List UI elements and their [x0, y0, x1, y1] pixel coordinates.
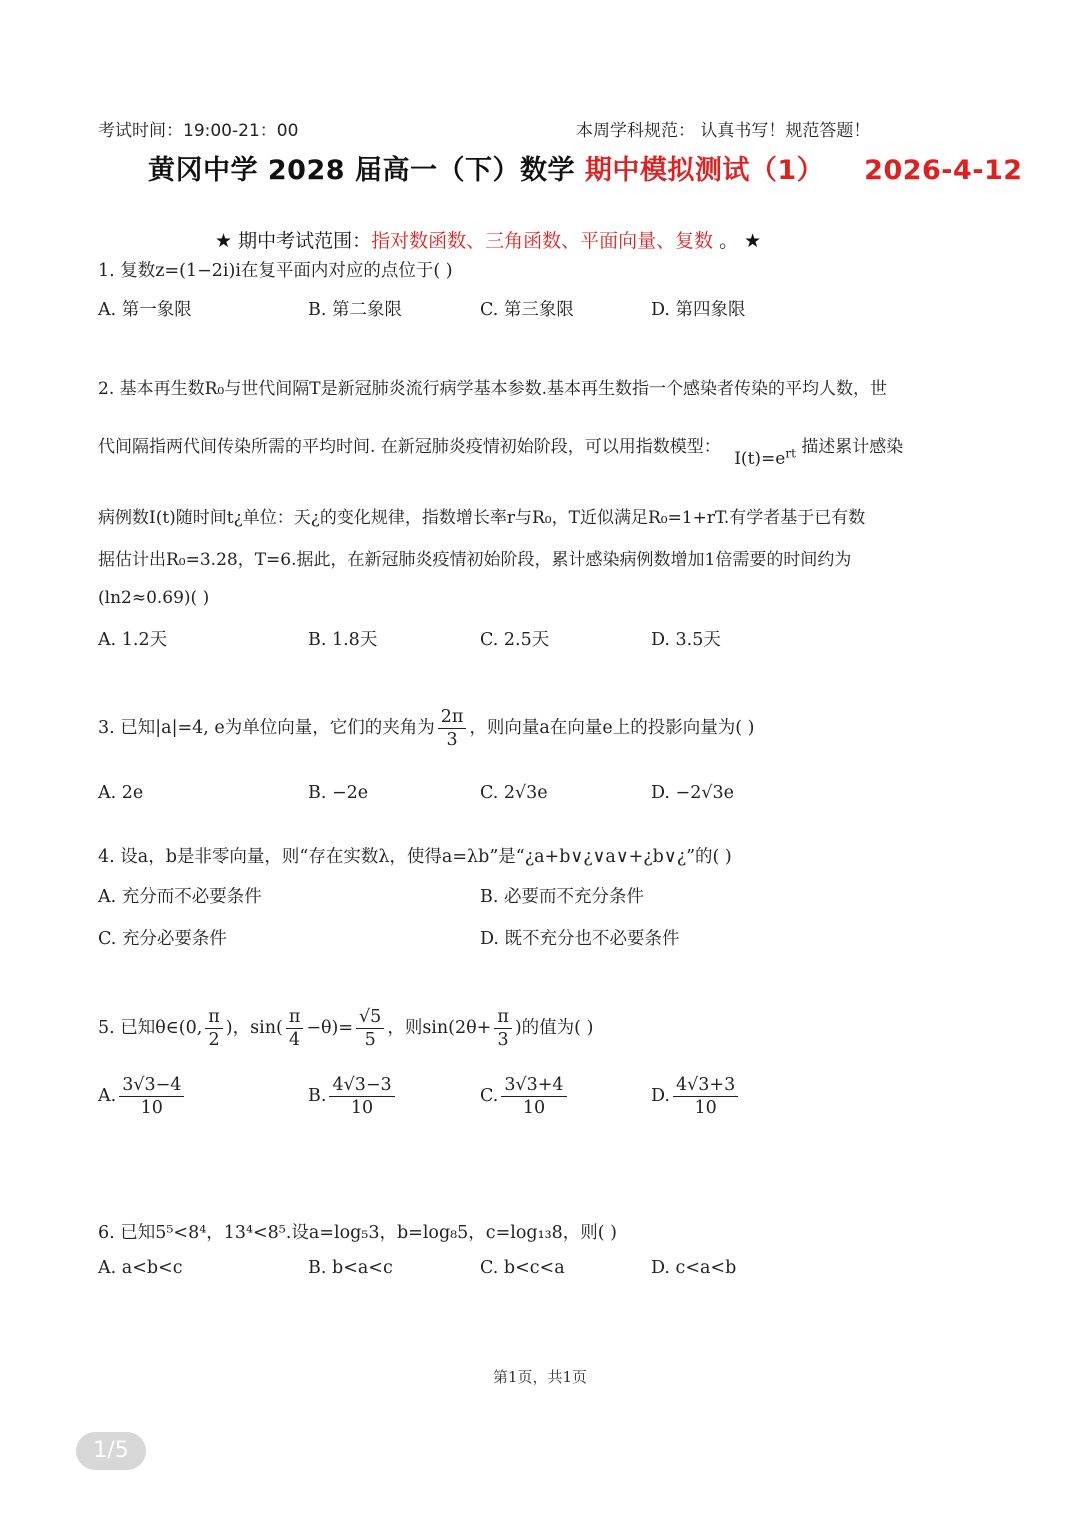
- q5-stem: [98, 1006, 593, 1051]
- title-date: 2026-4-12: [864, 155, 1023, 186]
- q3-angle-fraction: [438, 706, 467, 751]
- q2-option-a: A. 1.2天: [98, 630, 168, 650]
- q2-line3: 病例数I(t)随时间t¿单位：天¿的变化规律，指数增长率r与R₀，T近似满足R₀=1+rT.有学者基于已有数: [98, 508, 866, 528]
- q2-line2: [98, 432, 904, 469]
- exam-time: 考试时间：19:00-21：00: [98, 121, 299, 141]
- q5-frac2-num: π: [286, 1006, 304, 1029]
- q5-frac3-den: 5: [364, 1030, 376, 1050]
- q5-p1: 5. 已知θ∈(0,: [98, 1018, 203, 1038]
- q5-option-a-frac: [119, 1074, 184, 1119]
- q2-line5: (ln2≈0.69)( ): [98, 588, 210, 608]
- page-footer: 第1页，共1页: [492, 1368, 588, 1386]
- q4-option-a: A. 充分而不必要条件: [98, 887, 262, 907]
- q2-model: [734, 446, 796, 469]
- q3-stem: [98, 706, 754, 751]
- q5-p5: )的值为( ): [514, 1018, 594, 1038]
- page-title: [148, 148, 1023, 187]
- q5-frac2: [286, 1006, 304, 1051]
- q6-option-d: D. c<a<b: [651, 1258, 737, 1278]
- q3-frac-num: 2π: [438, 706, 467, 729]
- q5-option-b-frac: [329, 1074, 394, 1119]
- q5-option-a-label: A.: [98, 1086, 117, 1106]
- q3-option-c: C. 2√3e: [480, 783, 548, 803]
- q5-frac1-num: π: [205, 1006, 223, 1029]
- q5-option-d-num: 4√3+3: [673, 1074, 738, 1097]
- q5-frac4: [494, 1006, 512, 1051]
- q3-option-a: A. 2e: [98, 783, 144, 803]
- q1-option-a: A. 第一象限: [98, 300, 192, 320]
- q5-option-a-num: 3√3−4: [119, 1074, 184, 1097]
- q2-option-d: D. 3.5天: [651, 630, 721, 650]
- q2-option-b: B. 1.8天: [308, 630, 378, 650]
- q6-option-b: B. b<a<c: [308, 1258, 393, 1278]
- page-indicator[interactable]: 1/5: [76, 1432, 146, 1470]
- q1-option-b: B. 第二象限: [308, 300, 402, 320]
- q2-line4: 据估计出R₀=3.28，T=6.据此，在新冠肺炎疫情初始阶段，累计感染病例数增加1倍需要的时间约为: [98, 550, 852, 570]
- q5-option-b-num: 4√3−3: [329, 1074, 394, 1097]
- q5-p2: )，sin(: [225, 1018, 283, 1038]
- q2-option-c: C. 2.5天: [480, 630, 550, 650]
- q5-option-c-num: 3√3+4: [501, 1074, 566, 1097]
- q3-post: ，则向量a在向量e上的投影向量为( ): [469, 718, 755, 738]
- q5-p4: ，则sin(2θ+: [387, 1018, 492, 1038]
- q5-frac2-den: 4: [289, 1030, 301, 1050]
- q1-option-c: C. 第三象限: [480, 300, 574, 320]
- q5-option-b-den: 10: [350, 1098, 374, 1118]
- q5-option-a-den: 10: [140, 1098, 163, 1118]
- exam-scope: [215, 226, 761, 253]
- q5-option-d-label: D.: [651, 1086, 670, 1106]
- q5-option-c-frac: [501, 1074, 566, 1119]
- q1-option-d: D. 第四象限: [651, 300, 746, 320]
- q5-p3: −θ)=: [306, 1018, 354, 1038]
- q5-frac1-den: 2: [208, 1030, 220, 1050]
- q5-option-d-frac: [673, 1074, 738, 1119]
- q6-option-a: A. a<b<c: [98, 1258, 183, 1278]
- title-main: 黄冈中学 2028 届高一（下）数学: [148, 155, 585, 186]
- q4-option-d: D. 既不充分也不必要条件: [480, 929, 680, 949]
- q5-frac4-num: π: [494, 1006, 512, 1029]
- scope-prefix: ★ 期中考试范围：: [215, 230, 372, 252]
- q5-option-c-den: 10: [522, 1098, 546, 1118]
- q3-pre: 3. 已知|a|=4, e为单位向量，它们的夹角为: [98, 718, 435, 738]
- q2-line2a: 代间隔指两代间传染所需的平均时间. 在新冠肺炎疫情初始阶段，可以用指数模型：: [98, 437, 721, 457]
- q5-option-b-label: B.: [308, 1086, 327, 1106]
- q5-frac3: [356, 1006, 384, 1051]
- q5-frac1: [205, 1006, 223, 1051]
- q5-option-c: [480, 1074, 570, 1119]
- q6-stem: 6. 已知5⁵<8⁴，13⁴<8⁵.设a=log₅3，b=log₈5，c=log₁₃8，则( ): [98, 1223, 617, 1243]
- q2-model-base: I(t)=e: [734, 449, 786, 469]
- q4-stem: 4. 设a，b是非零向量，则“存在实数λ，使得a=λb”是“¿a+b∨¿∨a∨+¿b∨¿”的( ): [98, 847, 732, 867]
- q5-option-c-label: C.: [480, 1086, 499, 1106]
- q3-option-d: D. −2√3e: [651, 783, 734, 803]
- scope-suffix: 。 ★: [713, 230, 762, 252]
- title-red: 期中模拟测试（1）: [584, 155, 825, 186]
- q4-option-c: C. 充分必要条件: [98, 929, 227, 949]
- q5-frac4-den: 3: [497, 1030, 509, 1050]
- q3-option-b: B. −2e: [308, 783, 369, 803]
- q5-option-d-den: 10: [694, 1098, 717, 1118]
- q5-option-d: [651, 1074, 741, 1119]
- q5-frac3-num: √5: [356, 1006, 384, 1029]
- weekly-norm: 本周学科规范： 认真书写！规范答题！: [576, 121, 871, 141]
- q2-line1: 2. 基本再生数R₀与世代间隔T是新冠肺炎流行病学基本参数.基本再生数指一个感染者传染的平均人数，世: [98, 379, 887, 399]
- scope-topics: 指对数函数、三角函数、平面向量、复数: [371, 230, 714, 252]
- q4-option-b: B. 必要而不充分条件: [480, 887, 644, 907]
- q2-model-exp: rt: [785, 446, 796, 461]
- q1-stem: 1. 复数z=(1−2i)i在复平面内对应的点位于( ): [98, 261, 453, 281]
- q6-option-c: C. b<c<a: [480, 1258, 565, 1278]
- q5-option-a: [98, 1074, 187, 1119]
- q5-option-b: [308, 1074, 398, 1119]
- q2-line2c: 描述累计感染: [801, 437, 904, 457]
- q3-frac-den: 3: [446, 730, 458, 750]
